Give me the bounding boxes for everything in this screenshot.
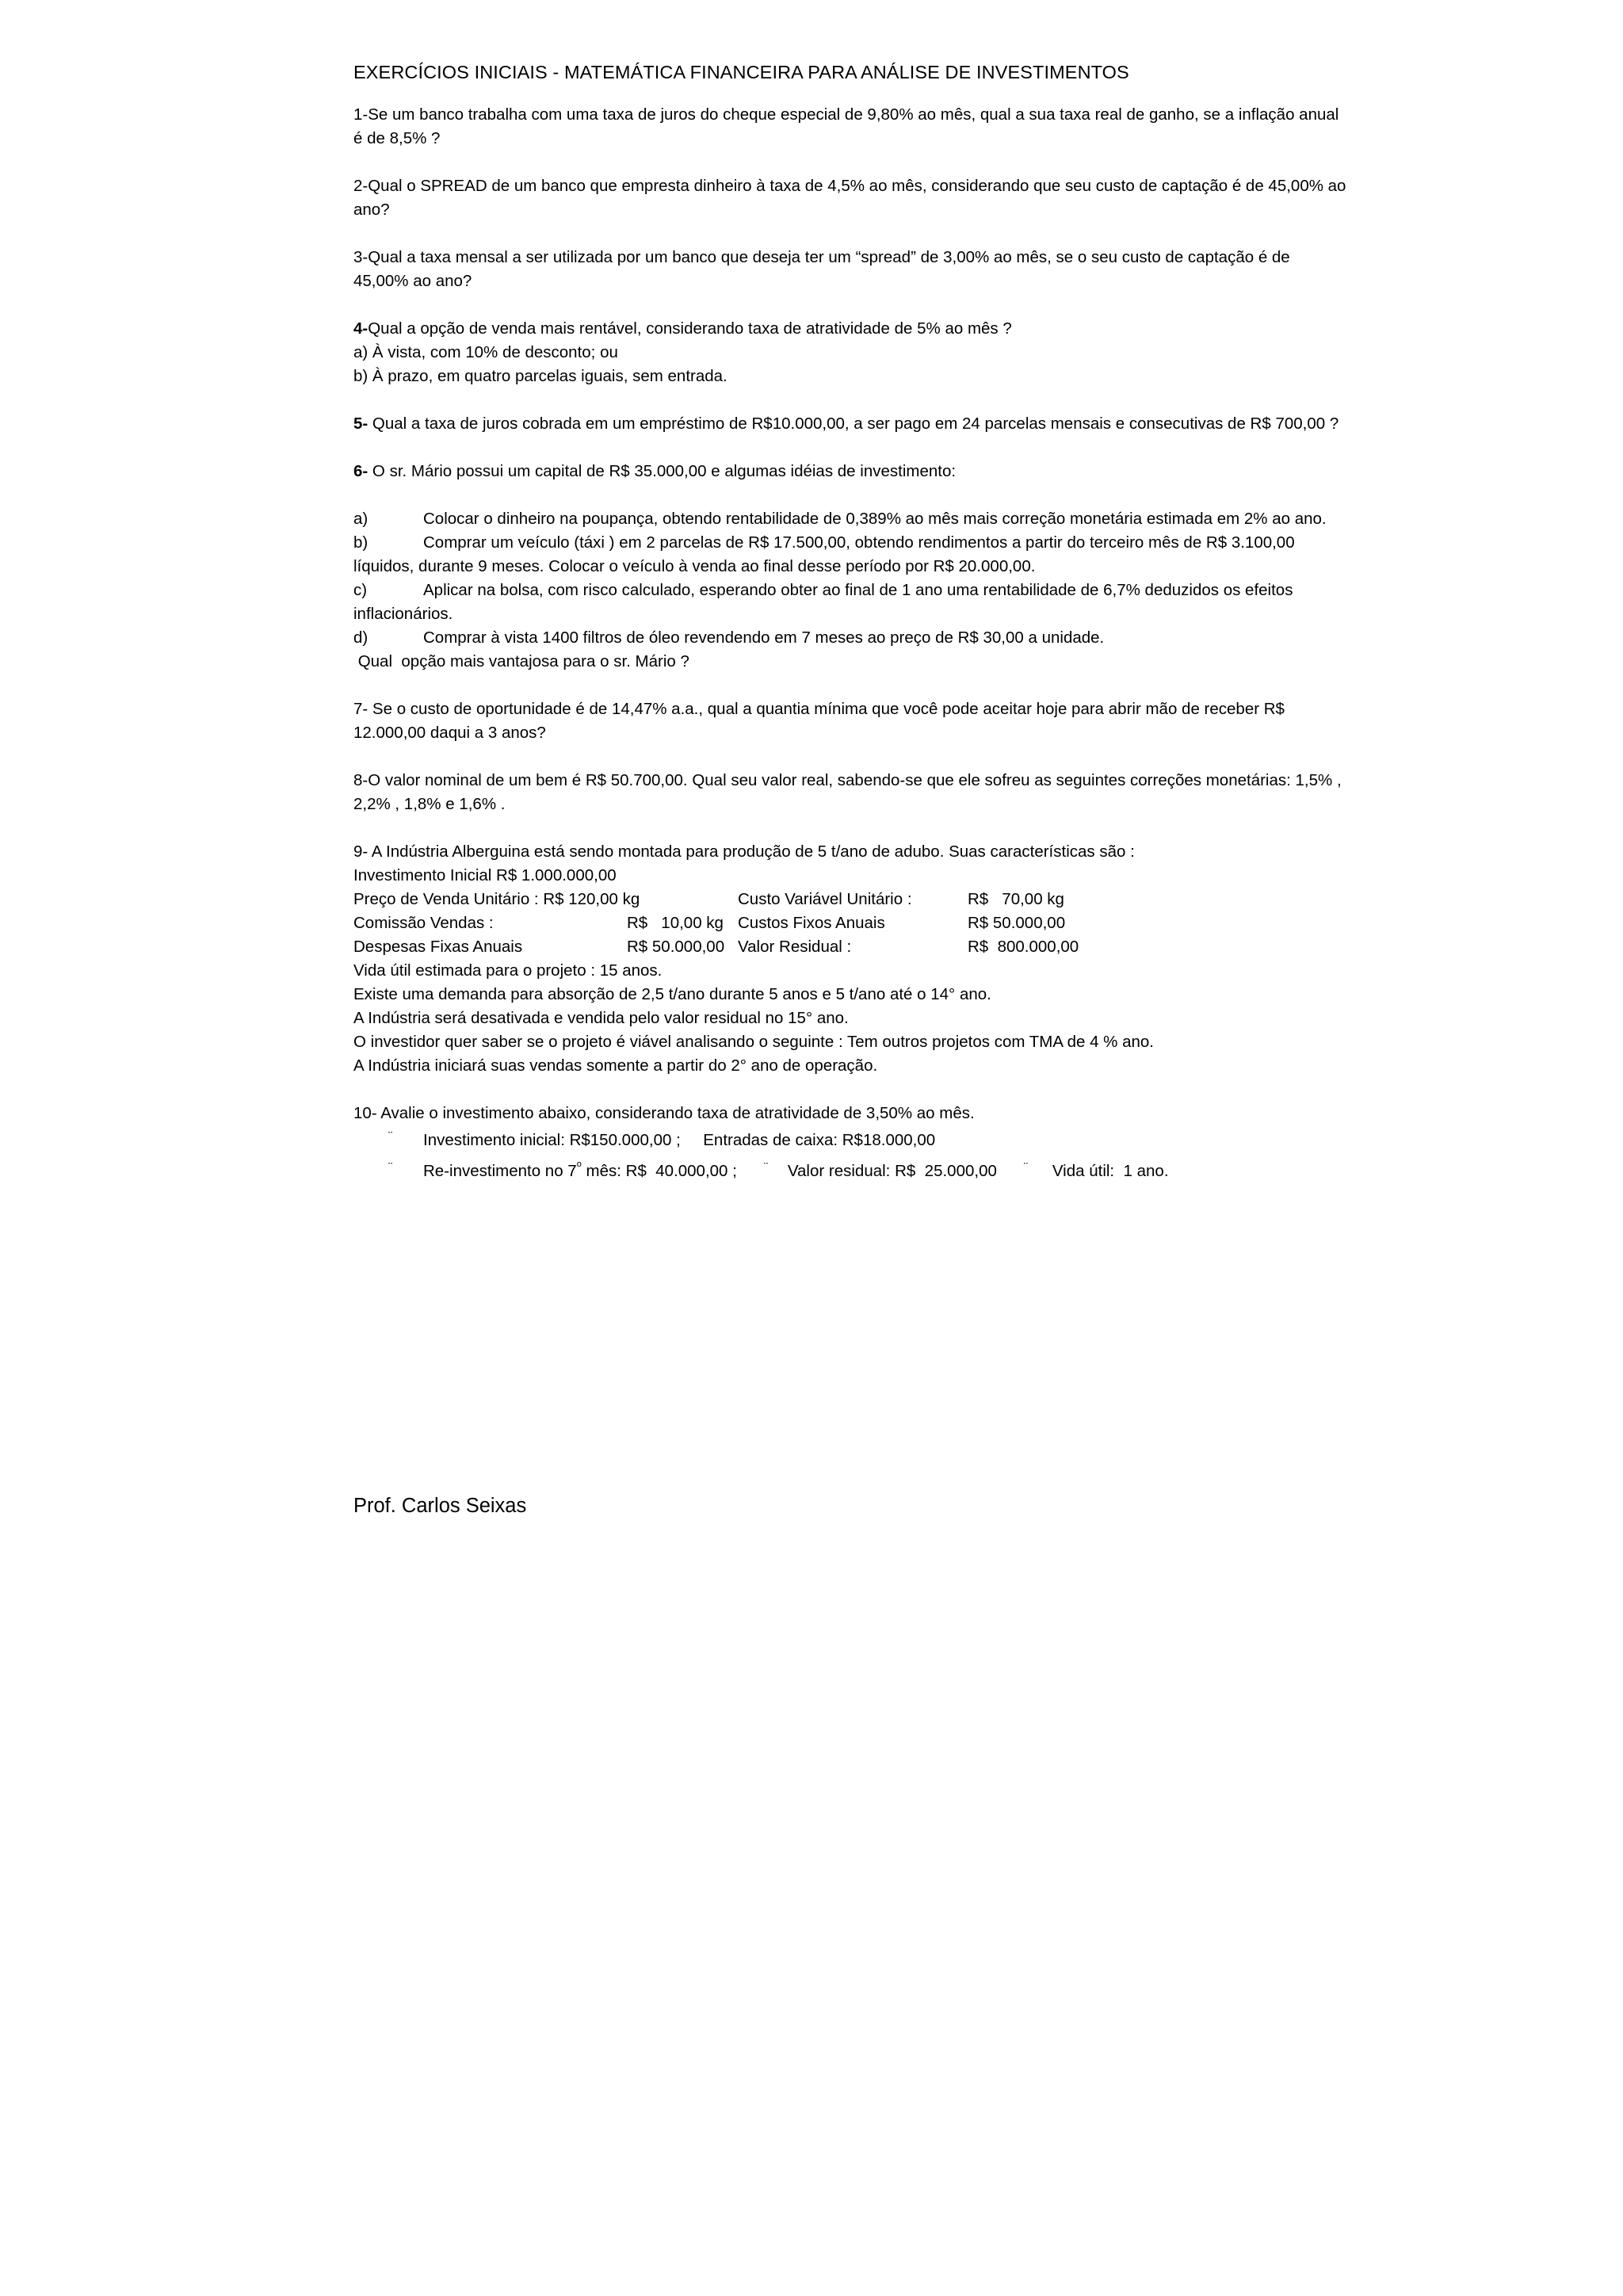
question-3: 3-Qual a taxa mensal a ser utilizada por um banco que deseja ter um “spread” de 3,00% ao mês, se o seu custo de captação é de 45,00% ao ano? [353,248,1290,290]
question-10-intro: 10- Avalie o investimento abaixo, considerando taxa de atratividade de 3,50% ao mês. [353,1104,975,1122]
question-4-option-a: a) À vista, com 10% de desconto; ou [353,343,618,361]
item-label: b) [353,533,369,552]
question-9-line: A Indústria será desativada e vendida pelo valor residual no 15° ano. [353,1009,849,1027]
question-8: 8-O valor nominal de um bem é R$ 50.700,00. Qual seu valor real, sabendo-se que ele sofreu as seguintes correções monetárias: 1,5% , 2,2% , 1,8% e 1,6% . [353,771,1342,813]
question-9-row [353,911,1349,935]
document-page [353,60,1349,1183]
question-6-closing: Qual opção mais vantajosa para o sr. Mário ? [353,652,689,670]
question-5-number: 5- [353,415,369,433]
item-text: Colocar o dinheiro na poupança, obtendo rentabilidade de 0,389% ao mês mais correção monetária estimada em 2% ao ano. [423,510,1327,528]
question-10 [353,1102,1349,1183]
question-6-item-d [353,626,1349,650]
question-10-bullet-line [353,1152,1349,1183]
bullet-icon: ¨ [388,1130,393,1144]
bullet-text: mês: R$ 40.000,00 ; [581,1162,737,1180]
question-4-option-b: b) À prazo, em quatro parcelas iguais, sem entrada. [353,367,727,385]
row-value-2: R$ 800.000,00 [968,938,1079,956]
question-6-item-b [353,531,1349,579]
question-7: 7- Se o custo de oportunidade é de 14,47% a.a., qual a quantia mínima que você pode aceitar hoje para abrir mão de receber R$ 12.000,00 daqui a 3 anos? [353,700,1285,742]
question-2: 2-Qual o SPREAD de um banco que empresta dinheiro à taxa de 4,5% ao mês, considerando que seu custo de captação é de 45,00% ao ano? [353,177,1346,219]
question-10-bullet-line [353,1125,1349,1152]
question-9-line: Vida útil estimada para o projeto : 15 anos. [353,961,663,980]
row-value: R$ 50.000,00 [627,938,725,956]
bullet-text: Re-investimento no 7 [423,1162,577,1180]
question-9-intro: 9- A Indústria Alberguina está sendo montada para produção de 5 t/ano de adubo. Suas características são : [353,842,1135,861]
question-6 [353,460,1349,674]
bullet-icon: ¨ [388,1161,393,1175]
item-label: a) [353,510,369,528]
row-label-2: Custos Fixos Anuais [738,914,885,932]
item-label: c) [353,581,368,599]
bullet-text: Vida útil: 1 ano. [1052,1162,1169,1180]
question-6-item-a [353,507,1349,531]
row-label: Comissão Vendas : [353,914,494,932]
superscript: o [576,1159,582,1169]
document-title: EXERCÍCIOS INICIAIS - MATEMÁTICA FINANCEIRA PARA ANÁLISE DE INVESTIMENTOS [353,62,1129,82]
signature: Prof. Carlos Seixas [353,1495,527,1517]
question-6-number: 6- [353,462,369,480]
question-5-text: Qual a taxa de juros cobrada em um empréstimo de R$10.000,00, a ser pago em 24 parcelas mensais e consecutivas de R$ 700,00 ? [368,415,1339,433]
question-1: 1-Se um banco trabalha com uma taxa de juros do cheque especial de 9,80% ao mês, qual a sua taxa real de ganho, se a inflação anual é de 8,5% ? [353,105,1339,147]
question-9-line: A Indústria iniciará suas vendas somente a partir do 2° ano de operação. [353,1056,878,1075]
row-label-2: Custo Variável Unitário : [738,890,912,908]
question-5 [353,412,1349,436]
question-9-line: O investidor quer saber se o projeto é viável analisando o seguinte : Tem outros projetos com TMA de 4 % ano. [353,1033,1155,1051]
question-9 [353,840,1349,1078]
item-text: Comprar à vista 1400 filtros de óleo revendendo em 7 meses ao preço de R$ 30,00 a unidade. [423,628,1105,647]
bullet-icon: ¨ [763,1161,769,1175]
question-6-item-c [353,579,1349,626]
row-label: Despesas Fixas Anuais [353,938,523,956]
row-value: R$ 10,00 kg [627,914,724,932]
question-4 [353,317,1349,388]
bullet-text: Valor residual: R$ 25.000,00 [787,1162,997,1180]
bullet-text: Investimento inicial: R$150.000,00 ; Entradas de caixa: R$18.000,00 [423,1131,936,1149]
question-9-line: Existe uma demanda para absorção de 2,5 t/ano durante 5 anos e 5 t/ano até o 14° ano. [353,985,991,1003]
question-4-text: Qual a opção de venda mais rentável, considerando taxa de atratividade de 5% ao mês ? [368,319,1012,338]
item-text: Comprar um veículo (táxi ) em 2 parcelas de R$ 17.500,00, obtendo rendimentos a partir do terceiro mês de R$ 3.100,00 líquidos, durante 9 meses. Colocar o veículo à venda ao final desse período por R$ 20.000,00. [353,533,1295,575]
question-9-row [353,935,1349,959]
row-label: Preço de Venda Unitário : R$ 120,00 kg [353,890,640,908]
row-value-2: R$ 50.000,00 [968,914,1066,932]
question-9-row [353,888,1349,911]
item-text: Aplicar na bolsa, com risco calculado, esperando obter ao final de 1 ano uma rentabilidade de 6,7% deduzidos os efeitos inflacionários. [353,581,1293,623]
question-6-text: O sr. Mário possui um capital de R$ 35.000,00 e algumas idéias de investimento: [368,462,957,480]
question-9-investment: Investimento Inicial R$ 1.000.000,00 [353,866,617,884]
question-4-number: 4- [353,319,369,338]
row-label-2: Valor Residual : [738,938,852,956]
item-label: d) [353,628,369,647]
row-value-2: R$ 70,00 kg [968,890,1064,908]
bullet-icon: ¨ [1023,1161,1029,1175]
